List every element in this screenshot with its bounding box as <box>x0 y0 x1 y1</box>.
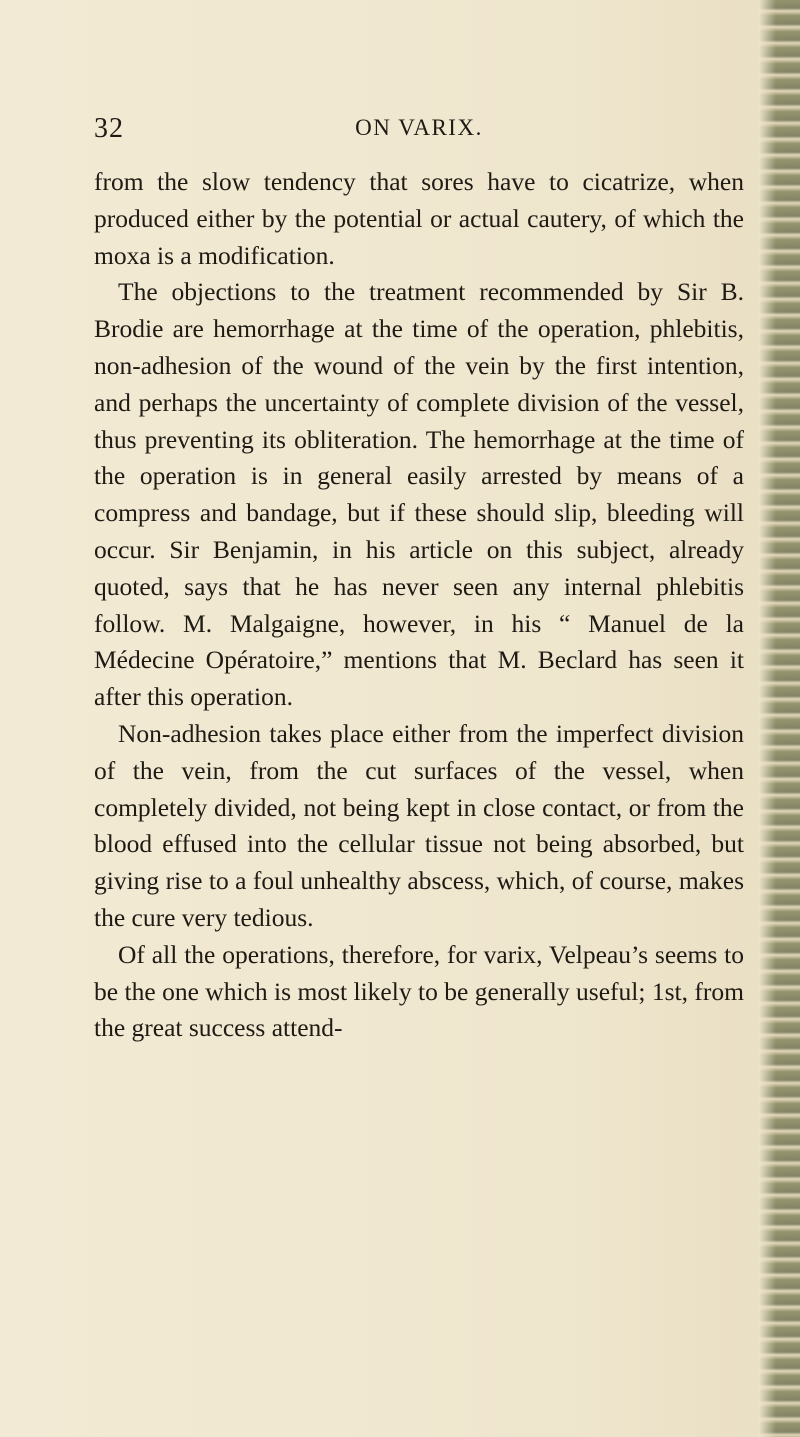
paragraph-operations: Of all the operations, therefore, for varix, Velpeau’s seems to be the one which is most likely to be generally useful; 1st, from the great success attend- <box>94 939 744 1043</box>
page-header <box>94 113 744 153</box>
paragraph-objections: The objections to the treatment recommended by Sir B. Brodie are hemorrhage at the time of the operation, phlebitis, non-adhesion of the wound of the vein by the first intention, and perhaps the uncertainty of complete division of the vessel, thus preventing its obliteration. The hemorrhage at the time of the operation is in general easily arrested by means of a compress and bandage, but if these should slip, bleeding will occur. Sir Benjamin, in his article on this subject, already quoted, says that he has never seen any internal phlebitis follow. M. Malgaigne, however, in his “ Manuel de la Médecine Opératoire,” mentions that M. Beclard has seen it after this operation. <box>94 277 744 712</box>
page-number: 32 <box>94 113 124 144</box>
running-title: ON VARIX. <box>355 115 483 140</box>
paragraph-non-adhesion: Non-adhesion takes place either from the imperfect division of the vein, from the cut surfaces of the vessel, when completely divided, not being kept in close contact, or from the blood effused into the cellular tissue not being absorbed, but giving rise to a foul unhealthy abscess, which, of course, makes the cure very tedious. <box>94 718 744 932</box>
page-edge-shadow <box>758 0 800 1437</box>
paragraph-continuation: from the slow tendency that sores have to cicatrize, when produced either by the potential or actual cautery, of which the moxa is a modification. <box>94 167 744 270</box>
body-text <box>94 164 744 1047</box>
